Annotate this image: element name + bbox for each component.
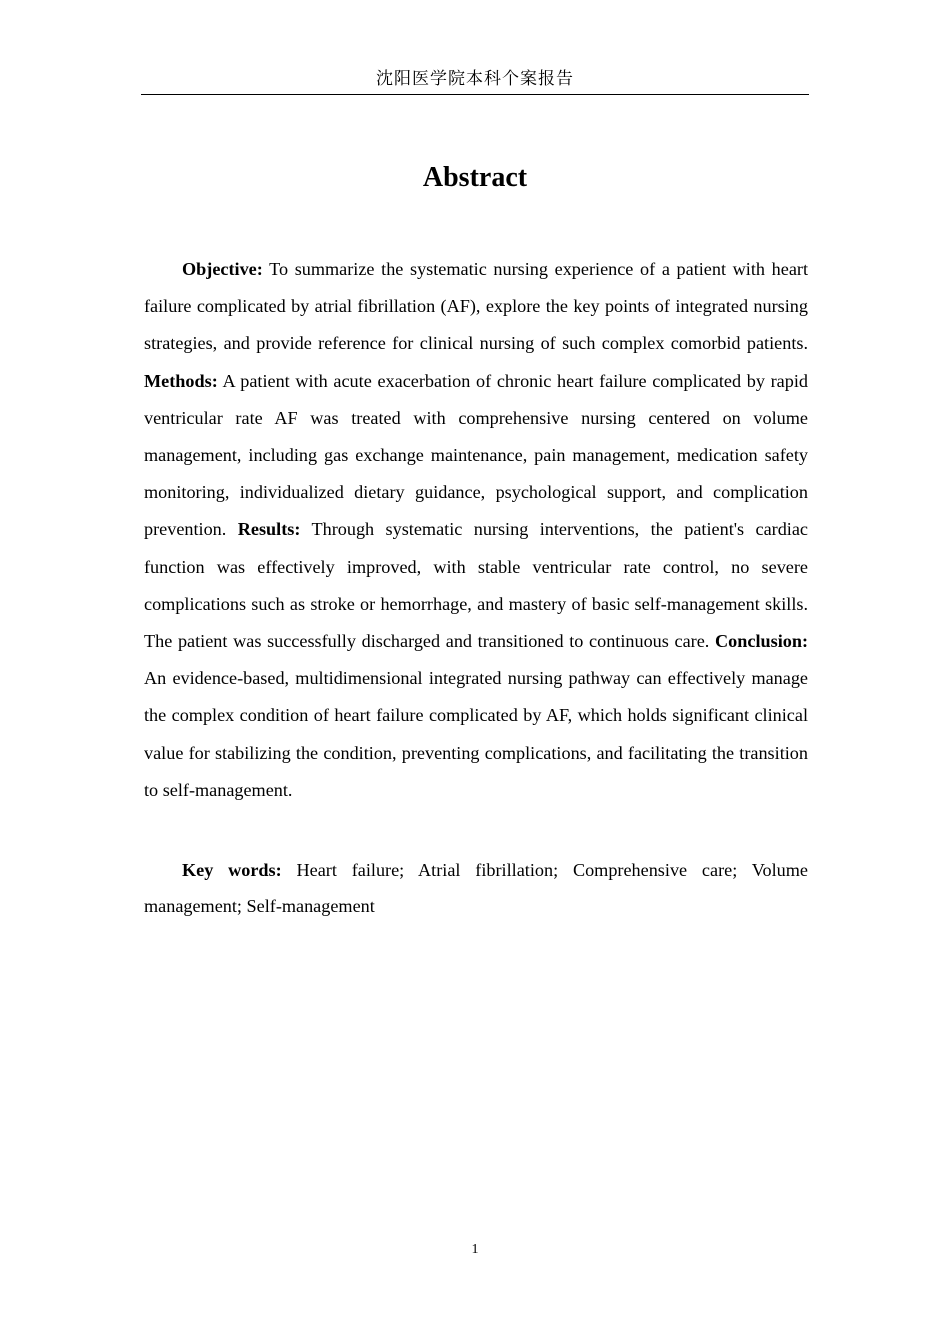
conclusion-label: Conclusion: [715,631,809,652]
keywords-label: Key words: [182,860,282,880]
objective-label: Objective: [182,259,263,279]
results-label: Results: [237,519,301,540]
abstract-title: Abstract [422,162,528,193]
results-text: Through systematic nursing interventions, the patient's cardiac function was effectively improved, with stable ventricular rate control, no severe complications such as stroke or hemorrhage, and mastery of basic self-management skills. The patient was successfully discharged and transitioned to continuous care. [144,519,809,652]
methods-label: Methods: [144,370,218,391]
keywords-text: Heart failure; Atrial fibrillation; Comprehensive care; Volume management; Self-management [144,860,808,916]
keywords-paragraph [144,852,808,924]
conclusion-text: An evidence-based, multidimensional integrated nursing pathway can effectively manage the complex condition of heart failure complicated by AF, which holds significant clinical value for stabilizing the condition, preventing complications, and facilitating the transition to self-management. [144,668,808,800]
objective-text: To summarize the systematic nursing experience of a patient with heart failure complicated by atrial fibrillation (AF), explore the key points of integrated nursing strategies, and provide reference for clinical nursing of such complex comorbid patients. [144,259,809,354]
header-rule [141,94,809,95]
running-header: 沈阳医学院本科个案报告 [376,69,574,89]
page-number: 1 [471,1242,479,1257]
abstract-paragraph [144,251,808,809]
methods-text: A patient with acute exacerbation of chronic heart failure complicated by rapid ventricular rate AF was treated with comprehensive nursing centered on volume management, including gas exchange maintenance, pain management, medication safety monitoring, individualized dietary guidance, psychological support, and complication prevention. [144,370,808,540]
